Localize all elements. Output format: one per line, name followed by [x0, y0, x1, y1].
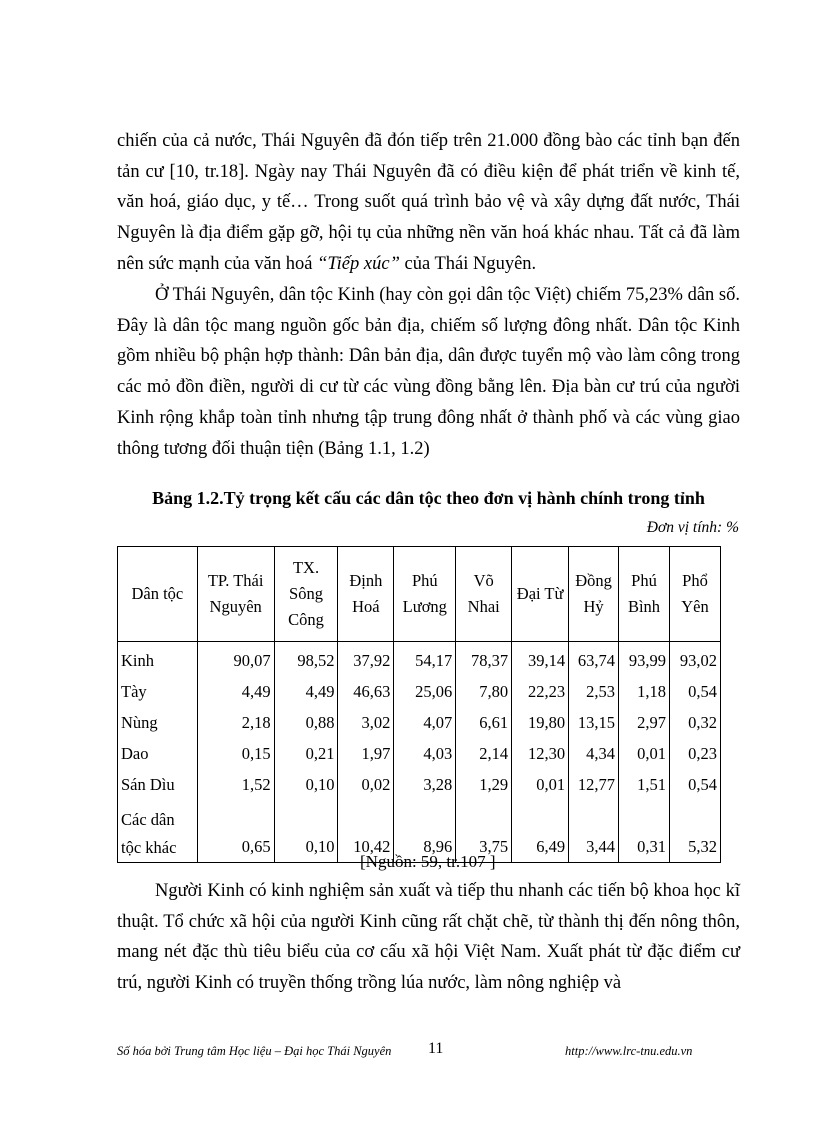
table-cell: 8,96	[394, 800, 456, 863]
table-cell: 19,80	[512, 707, 569, 738]
table-cell: 1,18	[619, 676, 670, 707]
table-row	[118, 738, 721, 769]
table-row	[118, 769, 721, 800]
table-cell: 2,18	[197, 707, 274, 738]
paragraph-1-tail: của Thái Nguyên.	[404, 253, 537, 274]
table-cell: 0,65	[197, 800, 274, 863]
header-cell: Định Hoá	[338, 547, 394, 642]
table-cell: 4,49	[274, 676, 338, 707]
header-cell: TP. Thái Nguyên	[197, 547, 274, 642]
table-cell: 39,14	[512, 642, 569, 677]
table-cell: 0,15	[197, 738, 274, 769]
table-row	[118, 676, 721, 707]
table-cell: 4,07	[394, 707, 456, 738]
header-cell: Phú Lương	[394, 547, 456, 642]
header-cell: TX. Sông Công	[274, 547, 338, 642]
table-cell: 93,99	[619, 642, 670, 677]
table-cell: 0,31	[619, 800, 670, 863]
table-cell: 0,10	[274, 769, 338, 800]
quoted-term: “Tiếp xúc”	[317, 253, 400, 274]
table-cell: 4,03	[394, 738, 456, 769]
table-cell: 3,75	[456, 800, 512, 863]
row-label: Sán Dìu	[118, 769, 198, 800]
table-row	[118, 642, 721, 677]
table-cell: 5,32	[669, 800, 720, 863]
paragraph-2: Ở Thái Nguyên, dân tộc Kinh (hay còn gọi dân tộc Việt) chiếm 75,23% dân số. Đây là dân tộc mang nguồn gốc bản địa, chiếm số lượng đông nhất. Dân tộc Kinh gồm nhiều bộ phận hợp thành: Dân bản địa, dân được tuyển mộ vào làm công trong các mỏ đồn điền, người di cư từ các vùng đồng bằng lên. Địa bàn cư trú của người Kinh rộng khắp toàn tỉnh nhưng tập trung đông nhất ở thành phố và các vùng giao thông tương đối thuận tiện (Bảng 1.1, 1.2)	[117, 285, 740, 459]
ethnic-ratio-table	[117, 546, 721, 863]
page-footer	[117, 1036, 740, 1066]
header-cell: Dân tộc	[118, 547, 198, 642]
header-cell: Phổ Yên	[669, 547, 720, 642]
table-cell: 12,30	[512, 738, 569, 769]
table-cell: 3,28	[394, 769, 456, 800]
table-cell: 2,53	[569, 676, 619, 707]
footer-credit: Số hóa bởi Trung tâm Học liệu – Đại học Thái Nguyên	[117, 1044, 392, 1058]
table-cell: 63,74	[569, 642, 619, 677]
header-cell: Đại Từ	[512, 547, 569, 642]
paragraph-1-text: chiến của cả nước, Thái Nguyên đã đón tiếp trên 21.000 đồng bào các tỉnh bạn đến tản cư [10, tr.18]. Ngày nay Thái Nguyên đã có điều kiện để phát triển về kinh tế, văn hoá, giáo dục, y tế… Trong suốt quá trình bảo vệ và xây dựng đất nước, Thái Nguyên là địa điểm gặp gỡ, hội tụ của những nền văn hoá khác nhau. Tất cả đã làm nên sức mạnh của văn hoá	[117, 131, 740, 274]
table-cell: 3,44	[569, 800, 619, 863]
paragraph-1	[117, 126, 740, 280]
table-cell: 0,01	[512, 769, 569, 800]
paragraph-3: Người Kinh có kinh nghiệm sản xuất và tiếp thu nhanh các tiến bộ khoa học kĩ thuật. Tổ chức xã hội của người Kinh cũng rất chặt chẽ, từ thành thị đến nông thôn, mang nét đặc thù tiêu biểu của cơ cấu xã hội Việt Nam. Xuất phát từ đặc điểm cư trú, người Kinh có truyền thống trồng lúa nước, làm nông nghiệp và	[117, 881, 740, 994]
table-cell: 6,61	[456, 707, 512, 738]
table-cell: 0,23	[669, 738, 720, 769]
footer-url: http://www.lrc-tnu.edu.vn	[565, 1044, 693, 1058]
table-cell: 13,15	[569, 707, 619, 738]
table-cell: 0,54	[669, 676, 720, 707]
table-cell: 37,92	[338, 642, 394, 677]
row-label: Nùng	[118, 707, 198, 738]
table-cell: 0,02	[338, 769, 394, 800]
header-cell: Võ Nhai	[456, 547, 512, 642]
table-cell: 3,02	[338, 707, 394, 738]
table-cell: 12,77	[569, 769, 619, 800]
table-cell: 90,07	[197, 642, 274, 677]
table-cell: 0,10	[274, 800, 338, 863]
table-cell: 98,52	[274, 642, 338, 677]
row-label: Tày	[118, 676, 198, 707]
table-cell: 1,97	[338, 738, 394, 769]
header-cell: Đồng Hỷ	[569, 547, 619, 642]
table-cell: 22,23	[512, 676, 569, 707]
row-label: Các dân tộc khác	[118, 800, 198, 863]
table-cell: 2,14	[456, 738, 512, 769]
table-cell: 2,97	[619, 707, 670, 738]
table-cell: 0,88	[274, 707, 338, 738]
row-label: Dao	[118, 738, 198, 769]
table-cell: 0,32	[669, 707, 720, 738]
table-header-row	[118, 547, 721, 642]
table-cell: 78,37	[456, 642, 512, 677]
table-cell: 25,06	[394, 676, 456, 707]
table-row	[118, 707, 721, 738]
table-cell: 4,34	[569, 738, 619, 769]
table-cell: 46,63	[338, 676, 394, 707]
table-cell: 54,17	[394, 642, 456, 677]
table-unit: Đơn vị tính: %	[646, 519, 739, 536]
table-cell: 0,21	[274, 738, 338, 769]
table-cell: 1,52	[197, 769, 274, 800]
table-cell: 93,02	[669, 642, 720, 677]
header-cell: Phú Bình	[619, 547, 670, 642]
table-source: [Nguồn: 59, tr.107 ]	[360, 852, 496, 871]
table-cell: 10,42	[338, 800, 394, 863]
table-cell: 1,51	[619, 769, 670, 800]
table-cell: 1,29	[456, 769, 512, 800]
table-cell: 7,80	[456, 676, 512, 707]
table-cell: 6,49	[512, 800, 569, 863]
table-cell: 0,54	[669, 769, 720, 800]
table-cell: 0,01	[619, 738, 670, 769]
table-cell: 4,49	[197, 676, 274, 707]
table-caption: Bảng 1.2.Tỷ trọng kết cấu các dân tộc theo đơn vị hành chính trong tỉnh	[152, 488, 705, 508]
page-number: 11	[428, 1040, 444, 1057]
row-label: Kinh	[118, 642, 198, 677]
